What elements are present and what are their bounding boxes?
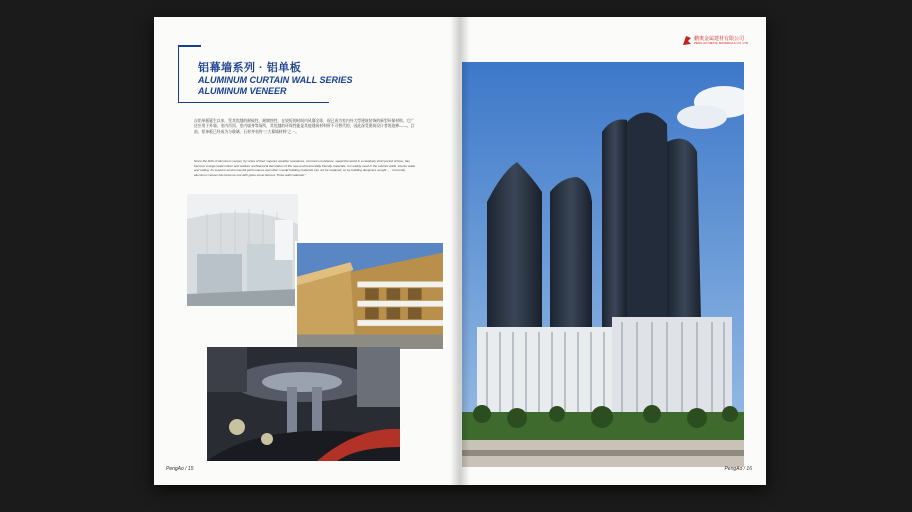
body-text-en: Since the birth of aluminum veneer, by virtue of their superior weather resistance, corrosion resistance, swept the world in a relatively short period of time, has become a large-scale indoor and outdoor architectural decoration of the new environmentally friendly materials, it is widely used in the exterior walls, interior walls and ceiling. Its superior environmental performance and other unsold building materials can not be replaced, so by building designers sought ... . Currently, aluminum veneer has become one with glass,stone famous "three wall materials." (194, 159, 415, 177)
gold-facade-photo (295, 241, 445, 351)
page-number-left: PengAo / 15 (166, 466, 194, 472)
interior-atrium-photo (187, 194, 298, 306)
left-page (154, 17, 460, 485)
company-logo (682, 35, 752, 47)
company-logo-icon (682, 35, 692, 46)
logo-text-cn: 鹏奥金属建材有限公司 (694, 36, 745, 42)
curtain-wall-towers-photo (462, 62, 744, 467)
page-title-cn: 铝幕墙系列 · 铝单板 (198, 62, 302, 74)
futuristic-interior-photo (207, 347, 400, 461)
page-title-en-line2: ALUMINUM VENEER (198, 86, 287, 96)
body-text-cn: 自铝单板诞生以来，凭其优越的耐候性、耐腐蚀性，在较短的时间内风靡全球，现已成为室内外大型建筑装饰的新型环保材料，它广泛应用于外墙、室内吊顶、室内墙身等场所，其优越的环保性能是其他建筑材料所不可替代的，因此深受建筑设计者的追捧——。目前，铝单板已经成为与玻璃、石材齐名的“三大幕墙材料”之一。 (194, 119, 415, 134)
page-number-right: PengAo / 16 (724, 466, 752, 472)
page-title-en-line1: ALUMINUM CURTAIN WALL SERIES (198, 75, 353, 85)
brochure-spread (154, 17, 766, 485)
right-page (460, 17, 766, 485)
logo-text-en: PENG AO METAL MATERIALS CO.,LTD (694, 41, 749, 45)
